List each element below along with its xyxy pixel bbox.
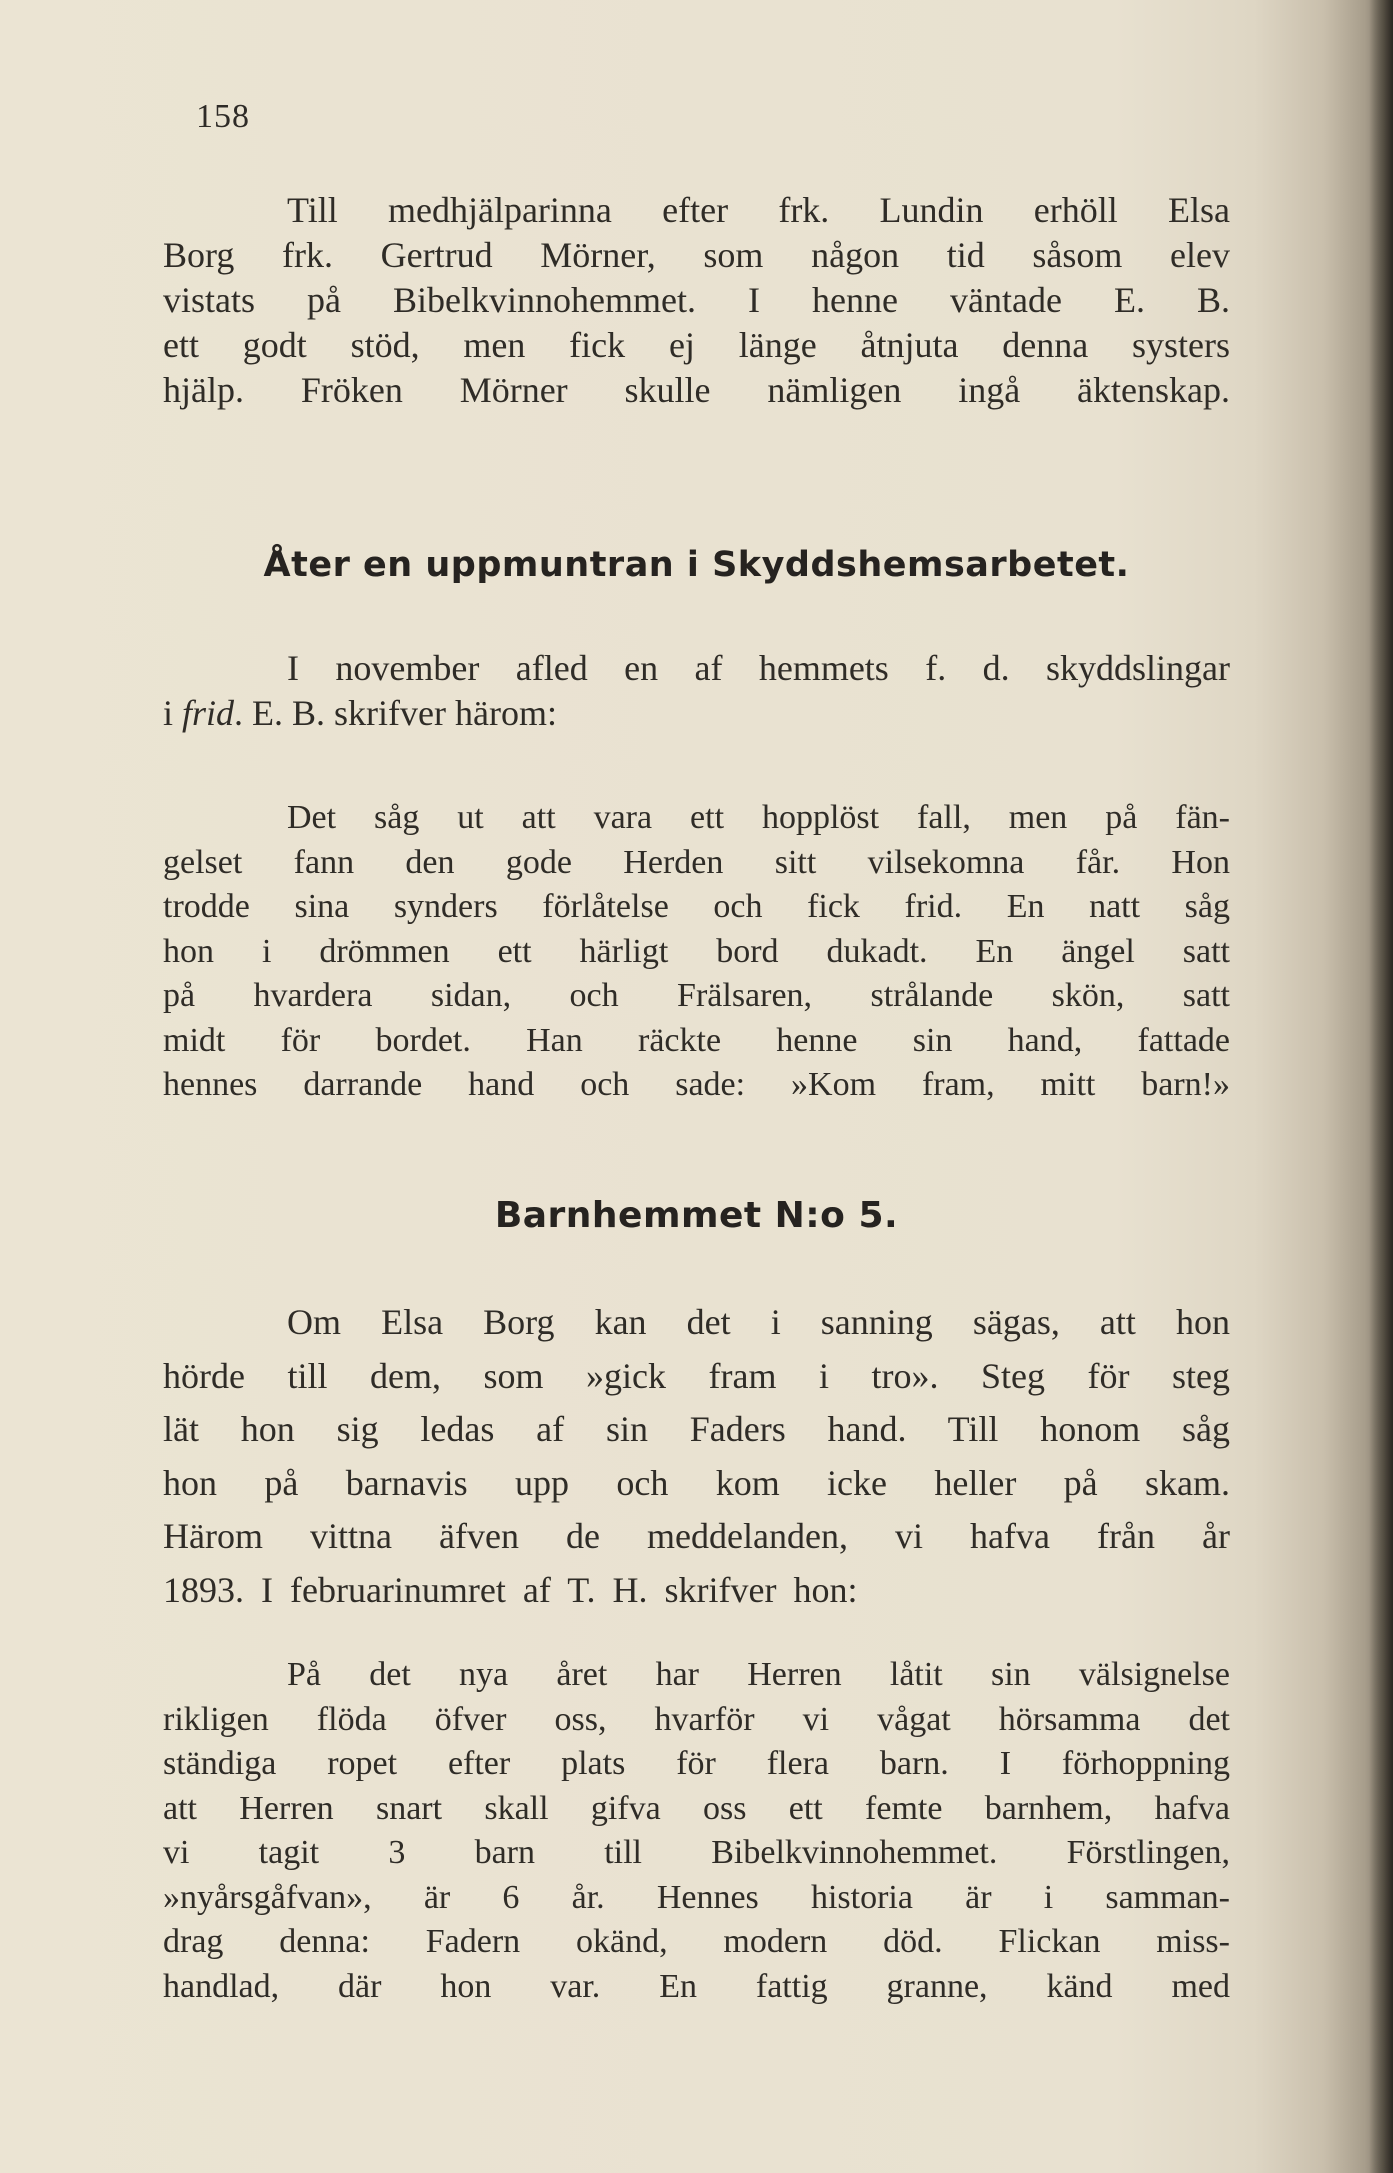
- paragraph-5-line-6: »nyårsgåfvan», är 6 år. Hennes historia är i samman-: [163, 1878, 1230, 1916]
- paragraph-4-line-1: Om Elsa Borg kan det i sanning sägas, att hon: [287, 1302, 1230, 1342]
- quote-paragraph-5: [163, 1653, 1230, 2009]
- paragraph-4-line-6: 1893. I februarinumret af T. H. skrifver hon:: [163, 1569, 858, 1610]
- quote-paragraph-3: [163, 796, 1230, 1108]
- paragraph-2-line-2: i frid. E. B. skrifver härom:: [163, 693, 557, 733]
- paragraph-5-line-2: rikligen flöda öfver oss, hvarför vi vågat hörsamma det: [163, 1700, 1230, 1738]
- paragraph-1-line-1: Till medhjälparinna efter frk. Lundin erhöll Elsa: [287, 190, 1230, 230]
- paragraph-5-line-8: handlad, där hon var. En fattig granne, känd med: [163, 1967, 1230, 2005]
- paragraph-4-line-5: Härom vittna äfven de meddelanden, vi hafva från år: [163, 1516, 1230, 1556]
- paragraph-5-line-5: vi tagit 3 barn till Bibelkvinnohemmet. Förstlingen,: [163, 1834, 1230, 1871]
- paragraph-5-line-4: att Herren snart skall gifva oss ett femte barnhem, hafva: [163, 1789, 1230, 1827]
- paragraph-3-line-2: gelset fann den gode Herden sitt vilsekomna får. Hon: [163, 843, 1230, 881]
- paragraph-2: [163, 646, 1230, 736]
- paragraph-4-line-2: hörde till dem, som »gick fram i tro». Steg för steg: [163, 1355, 1230, 1396]
- paragraph-1: [163, 188, 1230, 413]
- paragraph-1-line-2: Borg frk. Gertrud Mörner, som någon tid såsom elev: [163, 235, 1230, 275]
- italic-word: frid: [182, 693, 235, 733]
- paragraph-3-line-1: Det såg ut att vara ett hopplöst fall, men på fän-: [287, 799, 1230, 836]
- paragraph-5-line-3: ständiga ropet efter plats för flera barn. I förhoppning: [163, 1745, 1230, 1782]
- paragraph-3-line-5: på hvardera sidan, och Frälsaren, strålande skön, satt: [163, 977, 1230, 1014]
- paragraph-3-line-3: trodde sina synders förlåtelse och fick frid. En natt såg: [163, 888, 1230, 925]
- section-heading-skyddshemsarbetet: Åter en uppmuntran i Skyddshemsarbetet.: [263, 545, 1130, 585]
- paragraph-5-line-7: drag denna: Fadern okänd, modern död. Flickan miss-: [163, 1923, 1230, 1960]
- paragraph-2-line-1: I november afled en af hemmets f. d. skyddslingar: [287, 648, 1230, 688]
- paragraph-3-line-4: hon i drömmen ett härligt bord dukadt. En ängel satt: [163, 932, 1230, 970]
- paragraph-1-line-4: ett godt stöd, men fick ej länge åtnjuta denna systers: [163, 325, 1230, 365]
- paragraph-1-line-5: hjälp. Fröken Mörner skulle nämligen ingå äktenskap.: [163, 370, 1230, 410]
- binding-shadow: [1369, 0, 1393, 2173]
- section-heading-barnhemmet: Barnhemmet N:o 5.: [494, 1195, 899, 1236]
- paragraph-4: [163, 1296, 1230, 1617]
- page-number: 158: [196, 98, 250, 135]
- paragraph-1-line-3: vistats på Bibelkvinnohemmet. I henne väntade E. B.: [163, 280, 1230, 320]
- paragraph-3-line-7: hennes darrande hand och sade: »Kom fram, mitt barn!»: [163, 1066, 1230, 1103]
- paragraph-5-line-1: På det nya året har Herren låtit sin välsignelse: [287, 1656, 1230, 1693]
- paragraph-4-line-4: hon på barnavis upp och kom icke heller på skam.: [163, 1462, 1230, 1503]
- paragraph-4-line-3: lät hon sig ledas af sin Faders hand. Till honom såg: [163, 1409, 1230, 1449]
- paragraph-3-line-6: midt för bordet. Han räckte henne sin hand, fattade: [163, 1021, 1230, 1059]
